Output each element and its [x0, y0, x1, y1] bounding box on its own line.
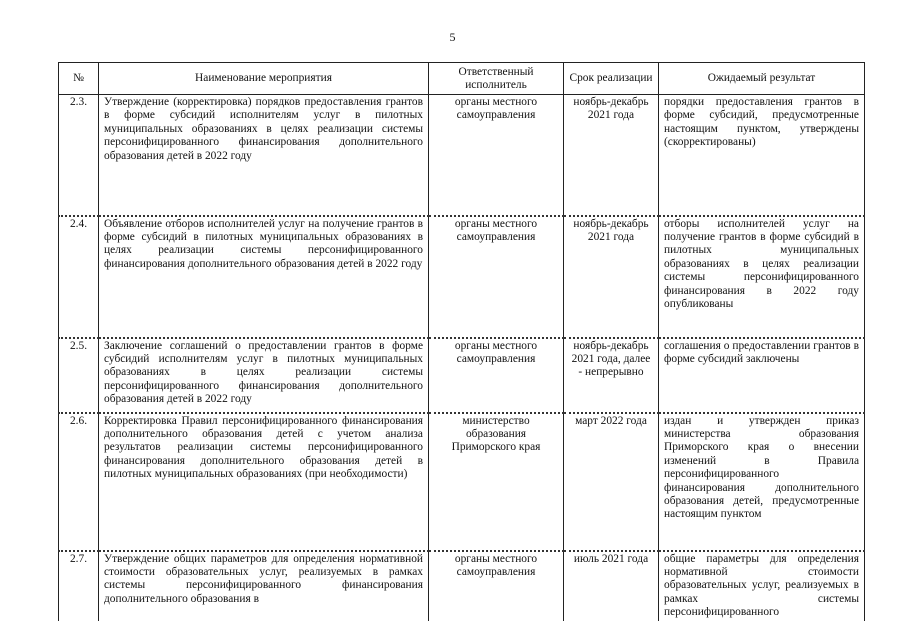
row-num: 2.4.	[59, 216, 99, 338]
header-name: Наименование мероприятия	[99, 63, 429, 95]
header-term: Срок реализации	[564, 63, 659, 95]
row-term: ноябрь-декабрь 2021 года, далее - непрерывно	[564, 338, 659, 413]
row-term: март 2022 года	[564, 413, 659, 551]
header-num: №	[59, 63, 99, 95]
row-result: издан и утвержден приказ министерства образования Приморского края о внесении изменений в Правила персонифицированного финансирования дополнительного образования детей, предусмотренные настоящим пунктом	[659, 413, 865, 551]
table-header-row	[59, 63, 865, 95]
table-row	[59, 413, 865, 551]
header-result: Ожидаемый результат	[659, 63, 865, 95]
row-result: соглашения о предоставлении грантов в форме субсидий заключены	[659, 338, 865, 413]
table-row	[59, 216, 865, 338]
row-executor: органы местного самоуправления	[429, 216, 564, 338]
row-result: общие параметры для определения нормативной стоимости образовательных услуг, реализуемых в рамках системы персонифицированного	[659, 551, 865, 621]
row-num: 2.5.	[59, 338, 99, 413]
row-name: Объявление отборов исполнителей услуг на получение грантов в форме субсидий в пилотных муниципальных образованиях в целях реализации системы персонифицированного финансирования дополнительного образования детей в 2022 году	[99, 216, 429, 338]
table-row	[59, 95, 865, 216]
row-executor: органы местного самоуправления	[429, 95, 564, 216]
row-executor: органы местного самоуправления	[429, 338, 564, 413]
table-row	[59, 551, 865, 621]
row-term: ноябрь-декабрь 2021 года	[564, 216, 659, 338]
row-num: 2.3.	[59, 95, 99, 216]
header-executor: Ответственный исполнитель	[429, 63, 564, 95]
row-term: июль 2021 года	[564, 551, 659, 621]
row-num: 2.7.	[59, 551, 99, 621]
row-name: Утверждение (корректировка) порядков предоставления грантов в форме субсидий исполнителям услуг в пилотных муниципальных образованиях в целях реализации системы персонифицированного финансирования дополнительного образования детей в 2022 году	[99, 95, 429, 216]
table-row	[59, 338, 865, 413]
row-name: Утверждение общих параметров для определения нормативной стоимости образовательных услуг, реализуемых в рамках системы персонифицированного финансирования дополнительного образования в	[99, 551, 429, 621]
row-num: 2.6.	[59, 413, 99, 551]
row-executor: министерство образования Приморского края	[429, 413, 564, 551]
row-executor: органы местного самоуправления	[429, 551, 564, 621]
row-result: порядки предоставления грантов в форме субсидий, предусмотренные настоящим пунктом, утверждены (скорректированы)	[659, 95, 865, 216]
row-name: Корректировка Правил персонифицированного финансирования дополнительного образования детей с учетом анализа результатов реализации системы персонифицированного финансирования дополнительного образования детей в пилотных муниципальных образованиях (при необходимости)	[99, 413, 429, 551]
row-name: Заключение соглашений о предоставлении грантов в форме субсидий исполнителям услуг в пилотных муниципальных образованиях в целях реализации системы персонифицированного финансирования дополнительного образования детей в 2022 году	[99, 338, 429, 413]
row-term: ноябрь-декабрь 2021 года	[564, 95, 659, 216]
page-number: 5	[449, 30, 456, 44]
measures-table	[58, 62, 865, 621]
row-result: отборы исполнителей услуг на получение грантов в форме субсидий в пилотных муниципальных образованиях в целях реализации системы персонифицированного финансирования в 2022 году опубликованы	[659, 216, 865, 338]
